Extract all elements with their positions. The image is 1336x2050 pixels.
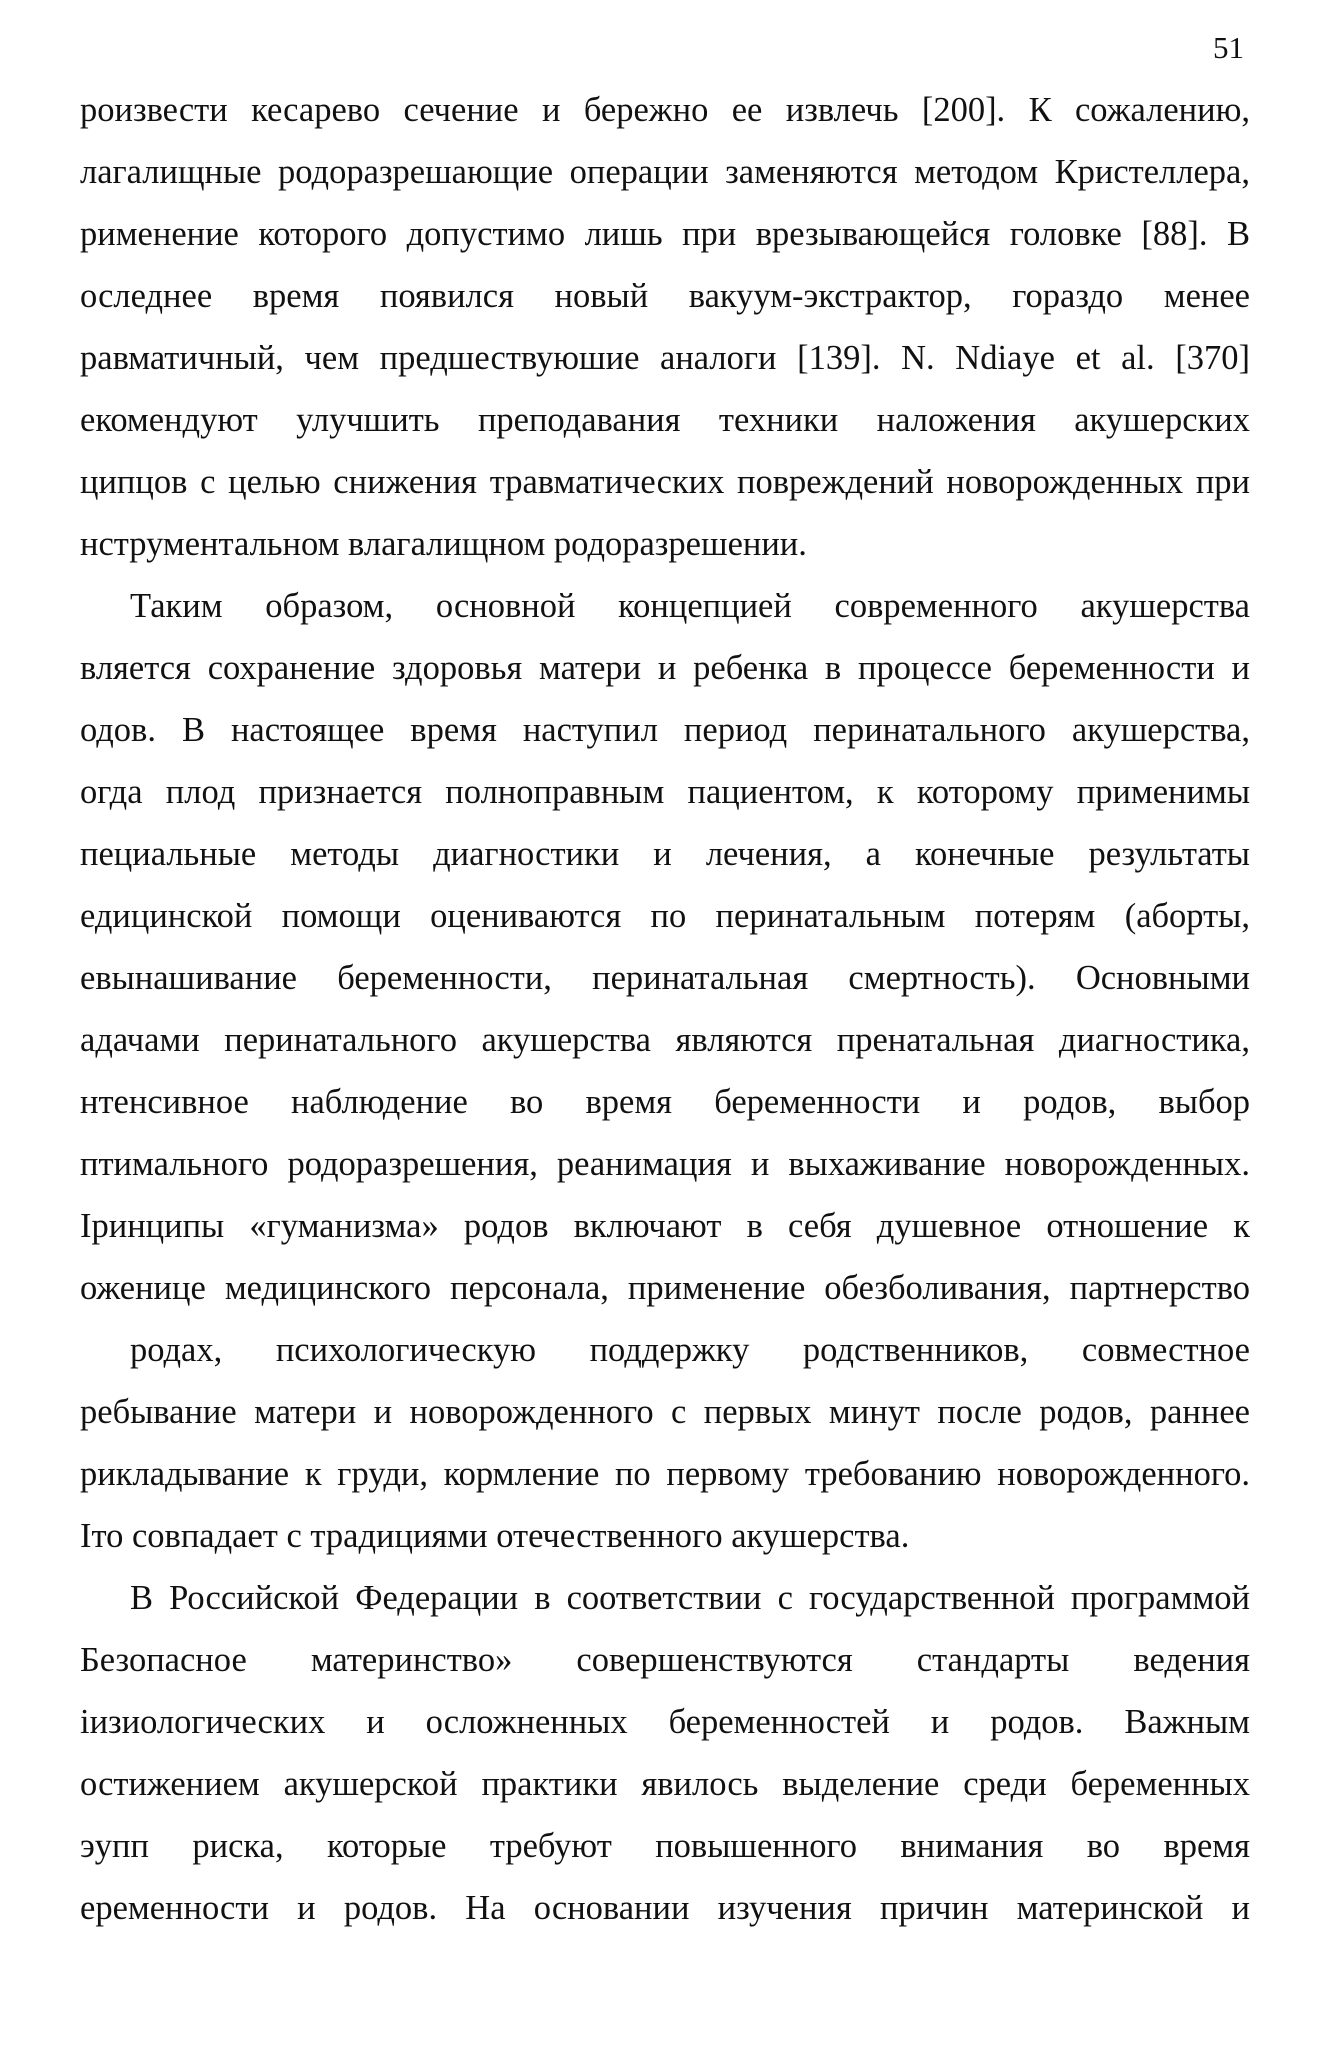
text-line: родах, психологическую поддержку родственников, совместное xyxy=(130,1331,1250,1369)
text-line: Іто совпадает с традициями отечественного акушерства. xyxy=(80,1517,910,1555)
text-line: роизвести кесарево сечение и бережно ее извлечь [200]. К сожалению, xyxy=(80,91,1250,129)
text-line: адачами перинатального акушерства являются пренатальная диагностика, xyxy=(80,1021,1250,1059)
text-line: рикладывание к груди, кормление по первому требованию новорожденного. xyxy=(80,1455,1250,1493)
text-line: огда плод признается полноправным пациентом, к которому применимы xyxy=(80,773,1250,811)
page-number: 51 xyxy=(1213,30,1244,65)
text-line: лагалищные родоразрешающие операции заменяются методом Кристеллера, xyxy=(80,153,1250,191)
text-line: вляется сохранение здоровья матери и ребенка в процессе беременности и xyxy=(80,649,1250,687)
text-line: одов. В настоящее время наступил период перинатального акушерства, xyxy=(80,711,1250,749)
text-line: оженице медицинского персонала, применение обезболивания, партнерство xyxy=(80,1269,1250,1307)
text-line: эупп риска, которые требуют повышенного внимания во время xyxy=(80,1827,1250,1865)
text-line: нструментальном влагалищном родоразрешении. xyxy=(80,525,807,563)
text-line: ципцов с целью снижения травматических повреждений новорожденных при xyxy=(80,463,1250,501)
text-line: оследнее время появился новый вакуум-экстрактор, гораздо менее xyxy=(80,277,1250,315)
text-line: еременности и родов. На основании изучения причин материнской и xyxy=(80,1889,1250,1927)
text-line: екомендуют улучшить преподавания техники наложения акушерских xyxy=(80,401,1250,439)
text-line: ребывание матери и новорожденного с первых минут после родов, раннее xyxy=(80,1393,1250,1431)
text-line: остижением акушерской практики явилось выделение среди беременных xyxy=(80,1765,1250,1803)
text-line: равматичный, чем предшествуюшие аналоги [139]. N. Ndiaye et al. [370] xyxy=(80,339,1250,377)
text-line: Таким образом, основной концепцией современного акушерства xyxy=(130,587,1250,625)
text-line: едицинской помощи оцениваются по перинатальным потерям (аборты, xyxy=(80,897,1250,935)
text-line: птимального родоразрешения, реанимация и выхаживание новорожденных. xyxy=(80,1145,1250,1183)
text-line: рименение которого допустимо лишь при врезывающейся головке [88]. В xyxy=(80,215,1250,253)
text-line: В Российской Федерации в соответствии с государственной программой xyxy=(130,1579,1250,1617)
text-line: евынашивание беременности, перинатальная смертность). Основными xyxy=(80,959,1250,997)
text-line: іизиологических и осложненных беременностей и родов. Важным xyxy=(80,1703,1250,1741)
text-line: нтенсивное наблюдение во время беременности и родов, выбор xyxy=(80,1083,1250,1121)
text-line: Іринципы «гуманизма» родов включают в себя душевное отношение к xyxy=(80,1207,1250,1245)
text-line: пециальные методы диагностики и лечения, а конечные результаты xyxy=(80,835,1250,873)
text-line: Безопасное материнство» совершенствуются стандарты ведения xyxy=(80,1641,1250,1679)
